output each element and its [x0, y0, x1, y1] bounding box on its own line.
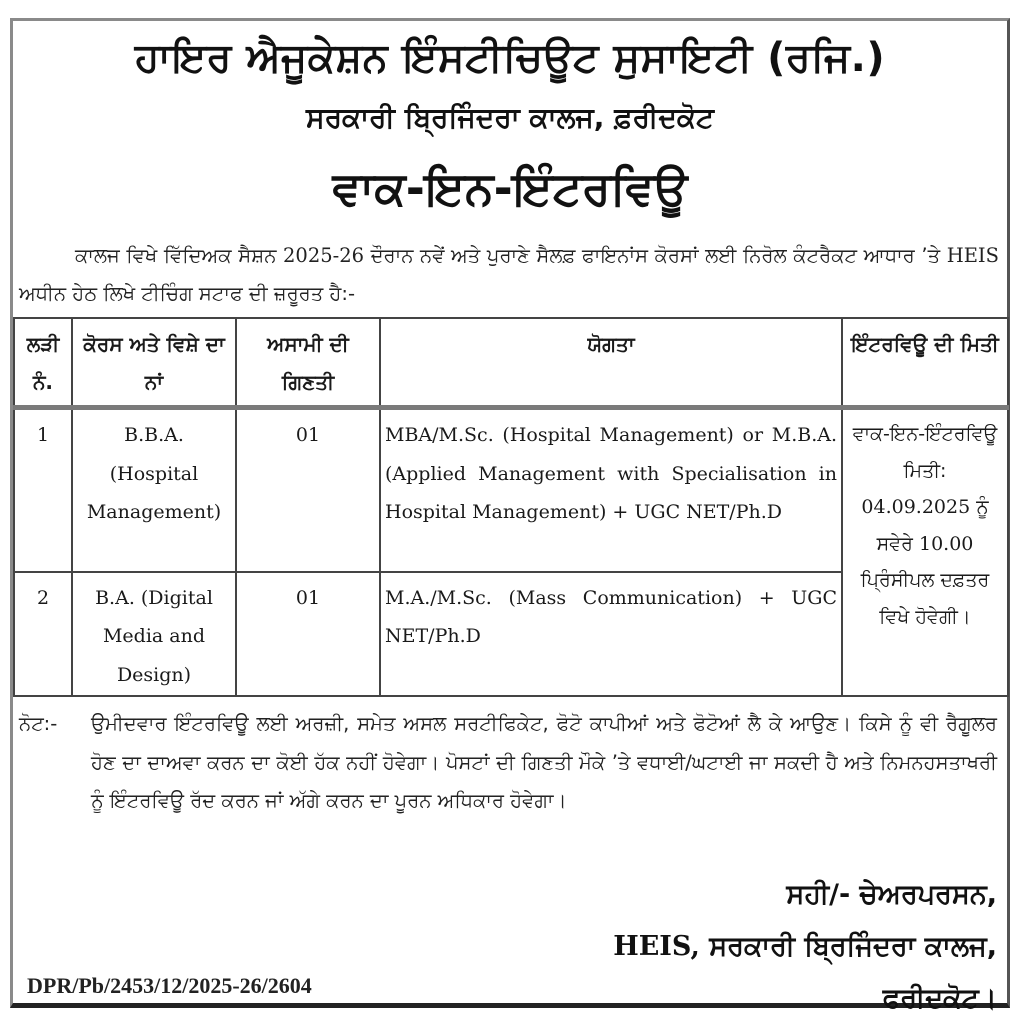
row-posts: 01 — [236, 572, 380, 696]
row-course: B.B.A. (Hospital Management) — [72, 408, 236, 572]
signature-city: ਫਰੀਦਕੋਟ। — [882, 983, 997, 1014]
intro-paragraph — [19, 237, 999, 313]
signature-heis: HEIS, — [613, 931, 700, 962]
signature-college-name: ਸਰਕਾਰੀ ਬ੍ਰਿਜਿੰਦਰਾ ਕਾਲਜ, — [699, 931, 997, 962]
interview-venue: ਪ੍ਰਿੰਸੀਪਲ ਦਫ਼ਤਰ ਵਿਖੇ ਹੋਵੇਗੀ। — [860, 569, 990, 628]
dpr-reference-number: DPR/Pb/2453/12/2025-26/2604 — [27, 973, 312, 998]
note-text: ਉਮੀਦਵਾਰ ਇੰਟਰਵਿਊ ਲਈ ਅਰਜ਼ੀ, ਸਮੇਤ ਅਸਲ ਸਰਟੀਫਿਕੇਟ, ਫੋਟੋ ਕਾਪੀਆਂ ਅਤੇ ਫੋਟੋਆਂ ਲੈ ਕੇ ਆਉਣ। ਕਿਸੇ ਨੂੰ ਵੀ ਰੈਗੂਲਰ ਹੋਣ ਦਾ ਦਾਅਵਾ ਕਰਨ ਦਾ ਕੋਈ ਹੱਕ ਨਹੀਂ ਹੋਵੇਗਾ। ਪੋਸਟਾਂ ਦੀ ਗਿਣਤੀ ਮੌਕੇ ’ਤੇ ਵਧਾਈ/ਘਟਾਈ ਜਾ ਸਕਦੀ ਹੈ ਅਤੇ ਨਿਮਨਹਸਤਾਖਰੀ ਨੂੰ ਇੰਟਰਵਿਊ ਰੱਦ ਕਰਨ ਜਾਂ ਅੱਗੇ ਕਰਨ ਦਾ ਪੂਰਨ ਅਧਿਕਾਰ ਹੋਵੇਗਾ। — [91, 712, 997, 812]
interview-details — [842, 408, 1008, 696]
row-serial: 1 — [14, 408, 72, 572]
table-header-row — [14, 318, 1008, 408]
society-title: ਹਾਇਰ ਐਜੂਕੇਸ਼ਨ ਇੰਸਟੀਚਿਊਟ ਸੁਸਾਇਟੀ (ਰਜਿ.) — [134, 35, 886, 81]
header-qualification: ਯੋਗਤਾ — [380, 318, 842, 408]
row-posts: 01 — [236, 408, 380, 572]
header-posts: ਅਸਾਮੀ ਦੀ ਗਿਣਤੀ — [236, 318, 380, 408]
interview-text-morning: ਨੂੰ ਸਵੇਰੇ — [876, 496, 989, 555]
row-qualification: M.A./M.Sc. (Mass Communication) + UGC NET/Ph.D — [380, 572, 842, 696]
intro-text-2: ਦੌਰਾਨ ਨਵੇਂ ਅਤੇ ਪੁਰਾਣੇ ਸੈਲਫ਼ ਫਾਇਨਾਂਸ ਕੋਰਸਾਂ ਲਈ ਨਿਰੋਲ ਕੰਟਰੈਕਟ ਆਧਾਰ ’ਤੇ — [364, 244, 947, 267]
posts-table — [13, 317, 1009, 697]
header-interview-date: ਇੰਟਰਵਿਊ ਦੀ ਮਿਤੀ — [842, 318, 1008, 408]
intro-text-1: ਕਾਲਜ ਵਿਖੇ ਵਿੱਦਿਅਕ ਸੈਸ਼ਨ — [75, 244, 283, 267]
walk-in-interview-heading: ਵਾਕ-ਇਨ-ਇੰਟਰਵਿਊ — [332, 161, 688, 215]
header-course: ਕੋਰਸ ਅਤੇ ਵਿਸ਼ੇ ਦਾ ਨਾਂ — [72, 318, 236, 408]
signature-college — [613, 921, 997, 973]
interview-date: 04.09.2025 — [861, 496, 971, 518]
signature-chairperson: ਸਹੀ/- ਚੇਅਰਪਰਸਨ, — [786, 879, 997, 910]
heis-abbrev: HEIS — [946, 244, 999, 267]
interview-label: ਵਾਕ-ਇਨ-ਇੰਟਰਵਿਊ ਮਿਤੀ: — [852, 423, 998, 482]
session-year: 2025-26 — [283, 244, 365, 267]
note-section — [19, 705, 997, 821]
row-serial: 2 — [14, 572, 72, 696]
row-course: B.A. (Digital Media and Design) — [72, 572, 236, 696]
signature-block — [613, 869, 997, 1025]
interview-time: 10.00 — [918, 532, 974, 555]
advertisement-frame — [10, 18, 1010, 1014]
intro-text-3: ਅਧੀਨ ਹੇਠ ਲਿਖੇ ਟੀਚਿੰਗ ਸਟਾਫ ਦੀ ਜ਼ਰੂਰਤ ਹੈ:- — [19, 282, 356, 305]
header-serial: ਲੜੀ ਨੰ. — [14, 318, 72, 408]
note-label: ਨੋਟ:- — [19, 712, 58, 735]
row-qualification: MBA/M.Sc. (Hospital Management) or M.B.A. (Applied Management with Specialisation in Hospital Management) + UGC NET/Ph.D — [380, 408, 842, 572]
college-name: ਸਰਕਾਰੀ ਬ੍ਰਿਜਿੰਦਰਾ ਕਾਲਜ, ਫ਼ਰੀਦਕੋਟ — [306, 101, 714, 134]
table-row — [14, 408, 1008, 572]
